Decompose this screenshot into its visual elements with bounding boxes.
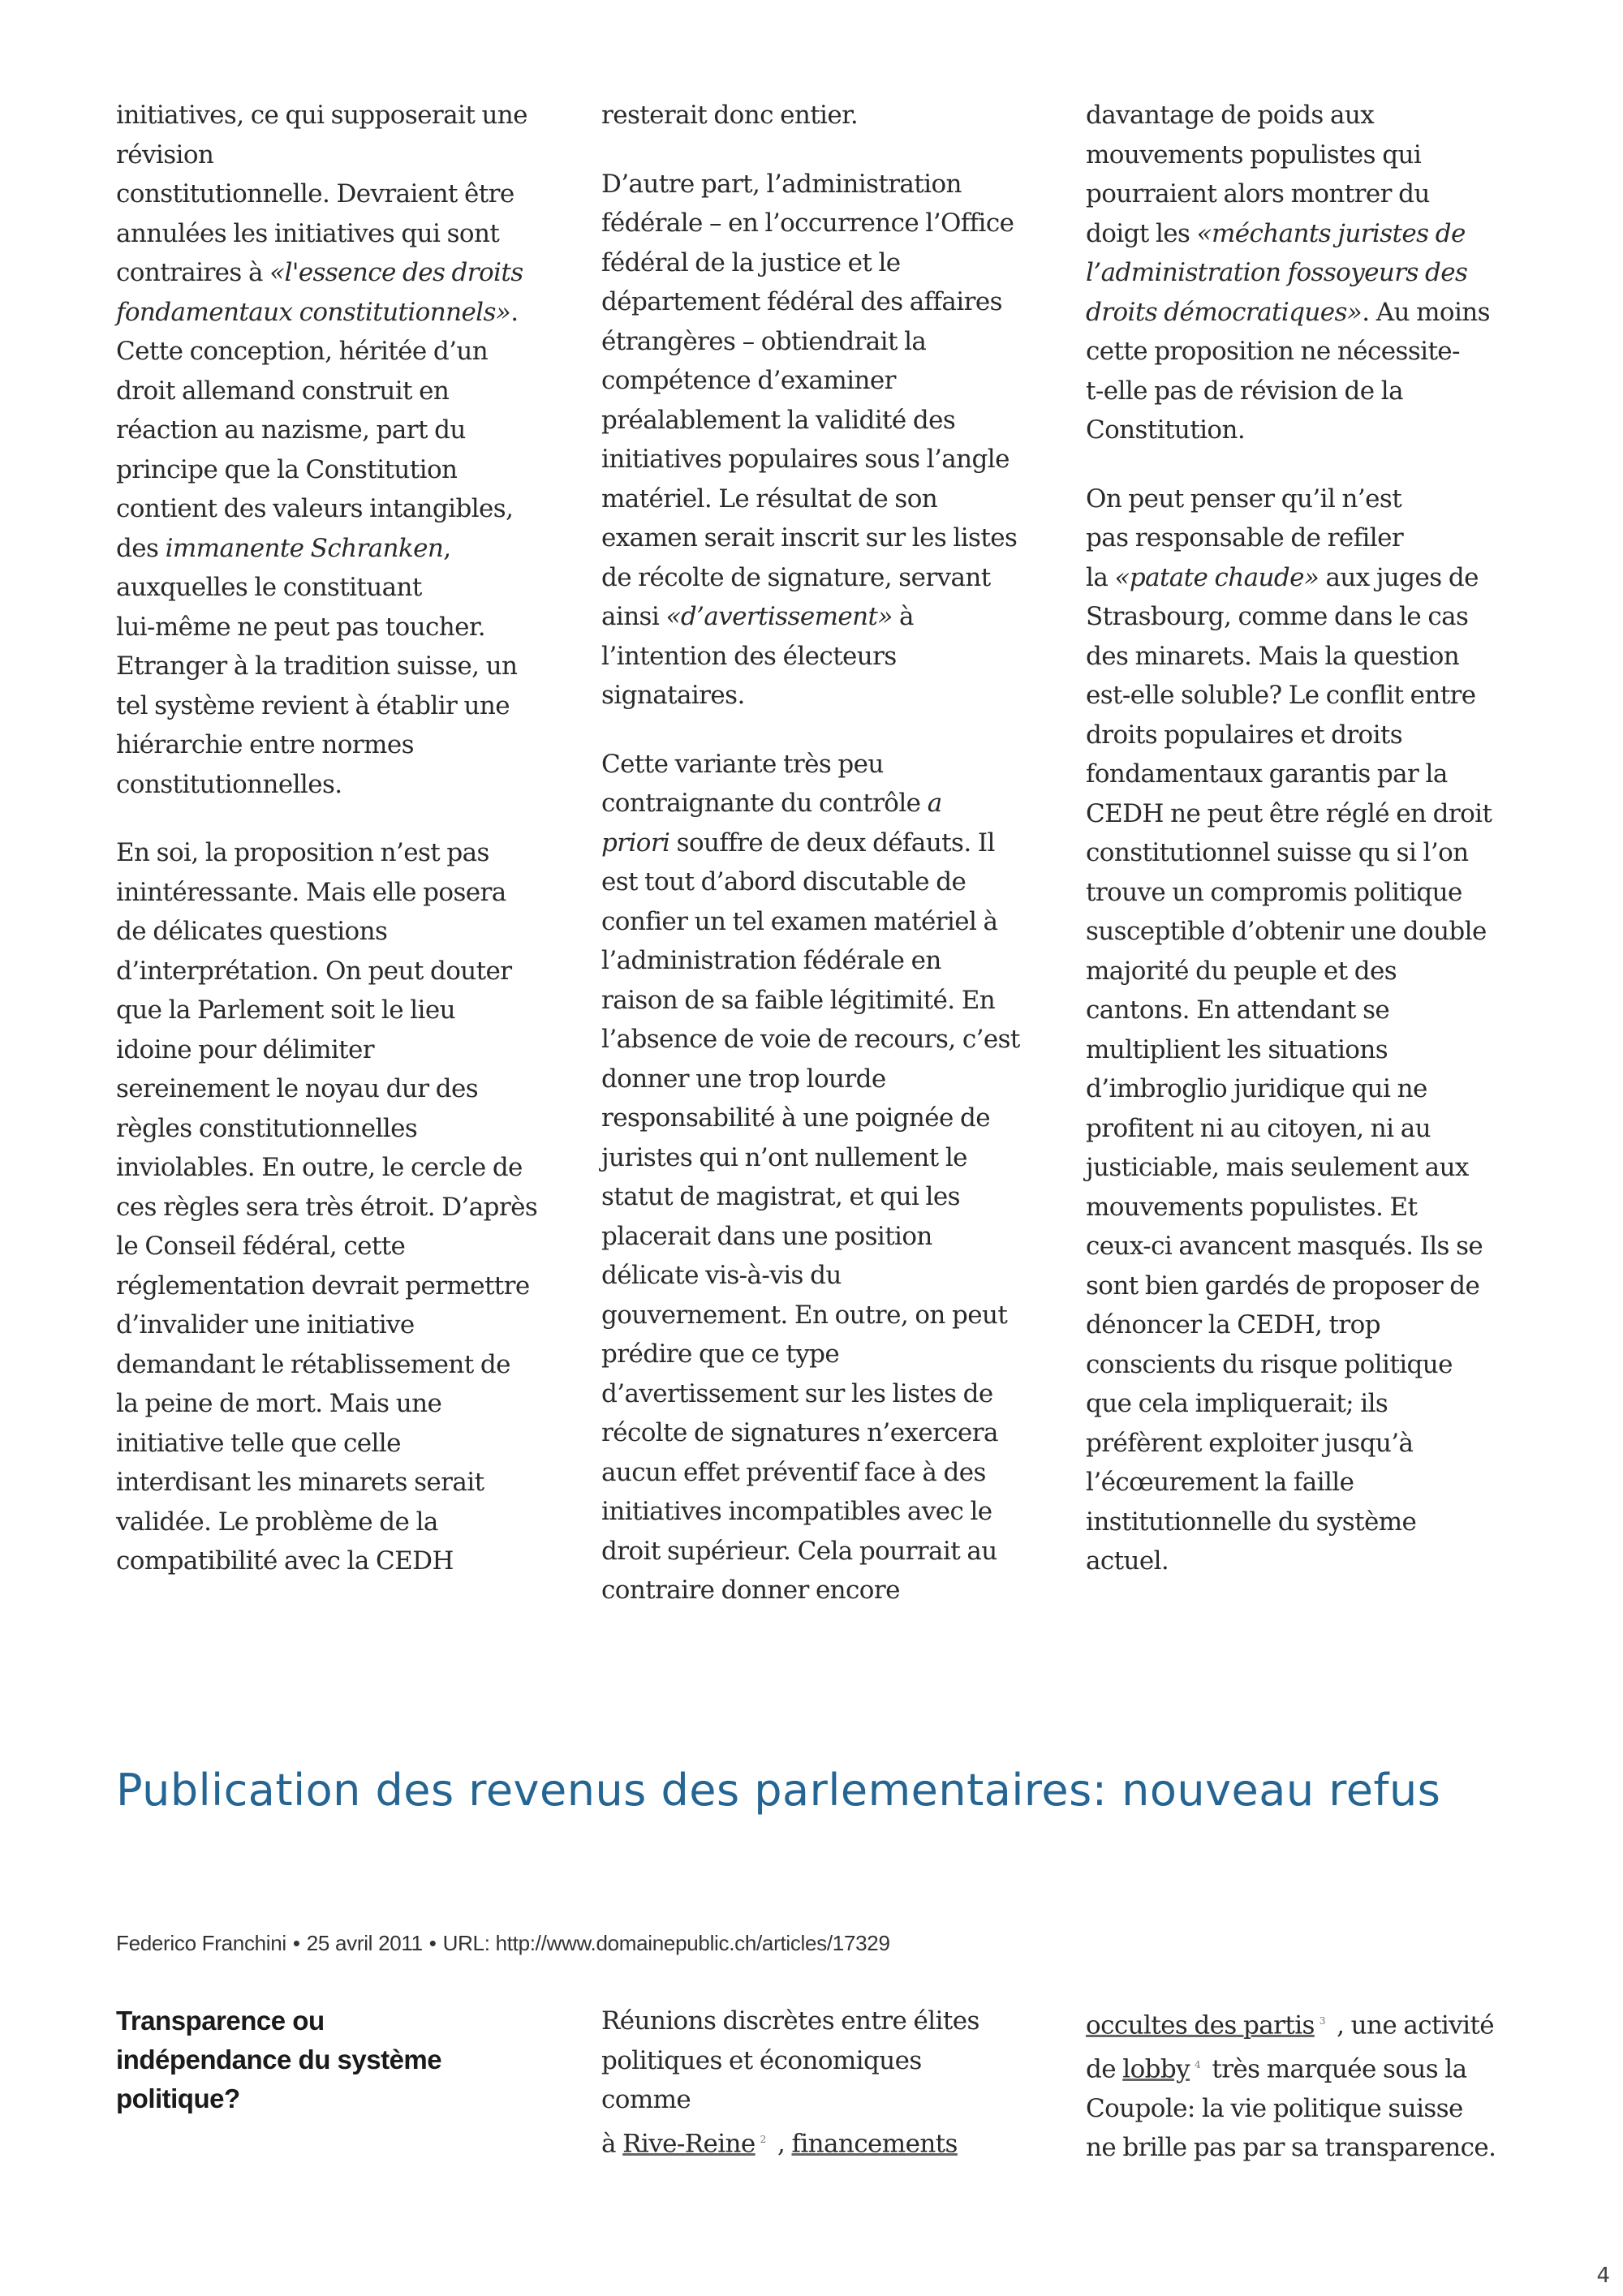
link-occultes-des-partis[interactable]: occultes des partis [1086,2010,1315,2040]
footnote-marker[interactable]: 2 [760,2133,766,2145]
paragraph-text: souffre de deux défauts. Il est tout d’abord discutable de confier un tel examen matériel à l’administration fédérale en raison de sa faible légitimité. En l’absence de voie de recours, c’est donner une trop lourde responsabilité à une poignée de juristes qui n’ont nullement le statut de magistrat, et qui les placerait dans une position délicate vis-à-vis du gouvernement. En outre, on peut prédire que ce type d’avertissement sur les listes de récolte de signatures n’exercera aucun effet préventif face à des initiatives incompatibles avec le droit supérieur. Cela pourrait au contraire donner encore [601,828,1020,1605]
paragraph [116,833,570,1581]
paragraph [116,96,570,804]
column-1 [116,96,570,1581]
link-lobby[interactable]: lobby [1122,2054,1190,2084]
paragraph-text: On peut penser qu’il n’est pas responsable de refiler la [1086,484,1404,592]
column-2 [601,96,1056,1610]
paragraph-text: à l’intention des électeurs signataires. [601,602,914,710]
column-3 [1086,96,1540,1581]
url-label: URL: [442,1931,490,1955]
paragraph-text: Réunions discrètes entre élites politiques et économiques comme à [601,2006,979,2158]
paragraph-text: D’autre part, l’administration fédérale – en l’occurrence l’Office fédéral de la justice et le département fédéral des affaires étrangères – obtiendrait la compétence d’examiner préalablement la validité des initiatives populaires sous l’angle matériel. Le résultat de son examen serait inscrit sur les listes de récolte de signature, servant ainsi [601,169,1018,631]
article-column-2 [601,2001,1056,2163]
italic-quote: «d’avertissement» [665,602,893,631]
italic-quote: «patate chaude» [1114,562,1319,592]
paragraph-text: . Cette conception, héritée d’un droit allemand construit en réaction au nazisme, part du principe que la Constitution contient des valeurs intangibles, des [116,297,519,563]
bullet-separator: • [292,1931,300,1955]
paragraph-text: davantage de poids aux mouvements populistes qui pourraient alors montrer du doigt les [1086,101,1430,248]
paragraph-text: , [770,2128,792,2158]
paragraph-text: . Au moins cette proposition ne nécessite- t-elle pas de révision de la Constitution. [1086,297,1490,445]
author: Federico Franchini [116,1931,286,1955]
italic-quote: «méchants juristes de l’administration fossoyeurs des droits démocratiques» [1086,218,1468,327]
paragraph-text: , auxquelles le constituant lui-même ne peut pas toucher. Etranger à la tradition suisse, un tel système revient à établir une hiérarchie entre normes constitutionnelles. [116,533,518,799]
paragraph-text: initiatives, ce qui supposerait une révision constitutionnelle. Devraient être annulées les initiatives qui sont contraires à [116,101,527,287]
italic-quote: «l'essence des droits fondamentaux constitutionnels» [116,258,523,327]
paragraph-text: En soi, la proposition n’est pas inintéressante. Mais elle posera de délicates questions d’interprétation. On peut douter que la Parlement soit le lieu idoine pour délimiter sereinement le noyau dur des règles constitutionnelles inviolables. En outre, le cercle de ces règles sera très étroit. D’après le Conseil fédéral, cette réglementation devrait permettre d’invalider une initiative demandant le rétablissement de la peine de mort. Mais une initiative telle que celle interdisant les minarets serait validée. Le problème de la compatibilité avec la CEDH [116,838,538,1576]
paragraph [601,96,1056,135]
link-rive-reine[interactable]: Rive-Reine [622,2128,756,2158]
footnote-marker[interactable]: 3 [1319,2015,1325,2027]
paragraph [601,745,1056,1610]
article-column-3 [1086,2001,1540,2168]
section-subheading: Transparence ou indépendance du système politique? [116,2006,442,2113]
link-financements[interactable]: financements [791,2128,958,2158]
page-number: 4 [1596,2264,1610,2288]
paragraph [1086,479,1540,1581]
article-url[interactable]: http://www.domainepublic.ch/articles/17329 [495,1931,890,1955]
byline [116,1929,890,1957]
italic-quote: a priori [601,789,942,858]
paragraph-text: Cette variante très peu contraignante du contrôle [601,749,921,818]
paragraph [601,165,1056,716]
italic-quote: immanente Schranken [165,533,444,563]
paragraph-text: , une activité de [1086,2010,1494,2084]
paragraph-text: resterait donc entier. [601,101,859,130]
footnote-marker[interactable]: 4 [1195,2058,1201,2070]
paragraph-text: très marquée sous la Coupole: la vie politique suisse ne brille pas par sa transparence. [1086,2054,1496,2163]
article-title: Publication des revenus des parlementaires: nouveau refus [116,1765,1441,1816]
paragraph-text: aux juges de Strasbourg, comme dans le cas des minarets. Mais la question est-elle soluble? Le conflit entre droits populaires et droits fondamentaux garantis par la CEDH ne peut être réglé en droit constitutionnel suisse qu si l’on trouve un compromis politique susceptible d’obtenir une double majorité du peuple et des cantons. En attendant se multiplient les situations d’imbroglio juridique qui ne profitent ni au citoyen, ni au justiciable, mais seulement aux mouvements populistes. Et ceux-ci avancent masqués. Ils se sont bien gardés de proposer de dénoncer la CEDH, trop conscients du risque politique que cela impliquerait; ils préfèrent exploiter jusqu’à l’écœurement la faille institutionnelle du système actuel. [1086,562,1492,1576]
paragraph [1086,96,1540,450]
date: 25 avril 2011 [306,1931,423,1955]
bullet-separator: • [428,1931,437,1955]
